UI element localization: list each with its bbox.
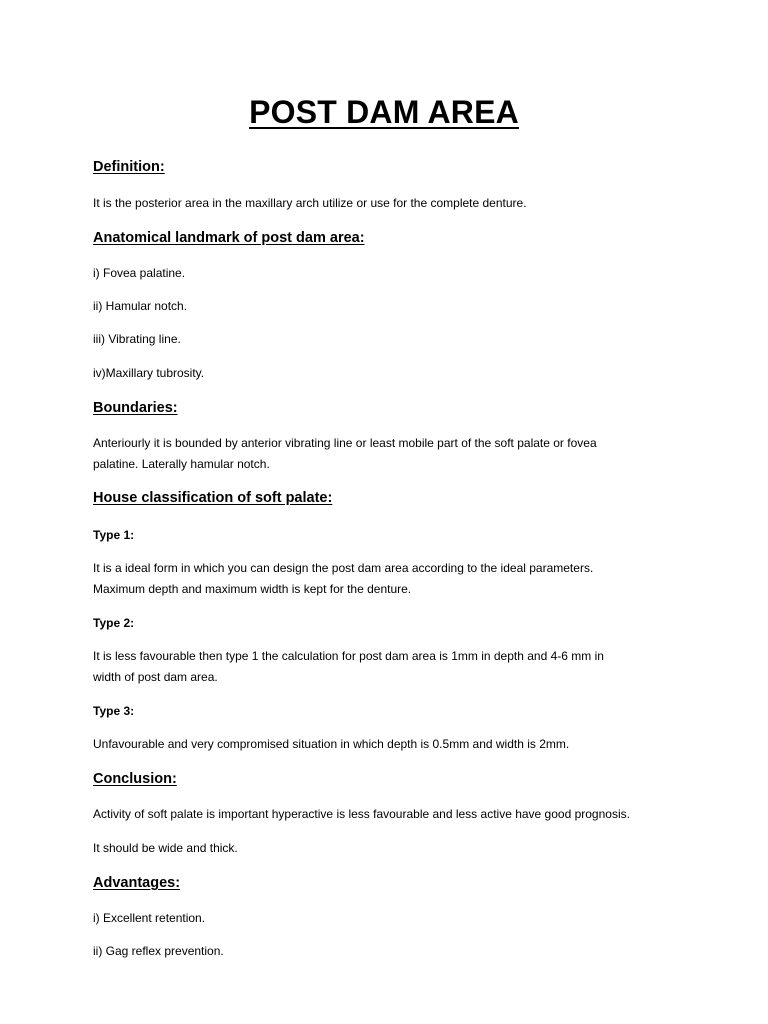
landmark-item: iii) Vibrating line.: [93, 332, 181, 346]
landmark-item: ii) Hamular notch.: [93, 299, 188, 313]
boundaries-text-line: palatine. Laterally hamular notch.: [93, 457, 270, 471]
boundaries-heading: Boundaries:: [93, 400, 178, 416]
definition-text: It is the posterior area in the maxillary arch utilize or use for the complete denture.: [93, 196, 527, 210]
landmark-item: i) Fovea palatine.: [93, 266, 186, 280]
definition-heading: Definition:: [93, 159, 165, 175]
type-description-line: Unfavourable and very compromised situation in which depth is 0.5mm and width is 2mm.: [93, 737, 570, 751]
landmarks-heading: Anatomical landmark of post dam area:: [93, 230, 365, 246]
conclusion-text-line: Activity of soft palate is important hyperactive is less favourable and less active have good prognosis.: [93, 807, 630, 821]
landmark-item: iv)Maxillary tubrosity.: [93, 366, 205, 380]
type-description-line: width of post dam area.: [93, 670, 218, 684]
conclusion-heading: Conclusion:: [93, 771, 177, 787]
type-label: Type 1:: [93, 528, 135, 542]
advantage-item: i) Excellent retention.: [93, 911, 206, 925]
type-description-line: Maximum depth and maximum width is kept for the denture.: [93, 582, 412, 596]
conclusion-text-line: It should be wide and thick.: [93, 841, 238, 855]
type-description-line: It is a ideal form in which you can design the post dam area according to the ideal parameters.: [93, 561, 594, 575]
type-label: Type 2:: [93, 616, 135, 630]
advantages-heading: Advantages:: [93, 875, 181, 891]
boundaries-text-line: Anteriourly it is bounded by anterior vibrating line or least mobile part of the soft palate or fovea: [93, 436, 597, 450]
page-title: POST DAM AREA: [249, 94, 519, 130]
type-description-line: It is less favourable then type 1 the calculation for post dam area is 1mm in depth and 4-6 mm in: [93, 649, 604, 663]
advantage-item: ii) Gag reflex prevention.: [93, 944, 224, 958]
classification-heading: House classification of soft palate:: [93, 490, 333, 506]
type-label: Type 3:: [93, 704, 135, 718]
